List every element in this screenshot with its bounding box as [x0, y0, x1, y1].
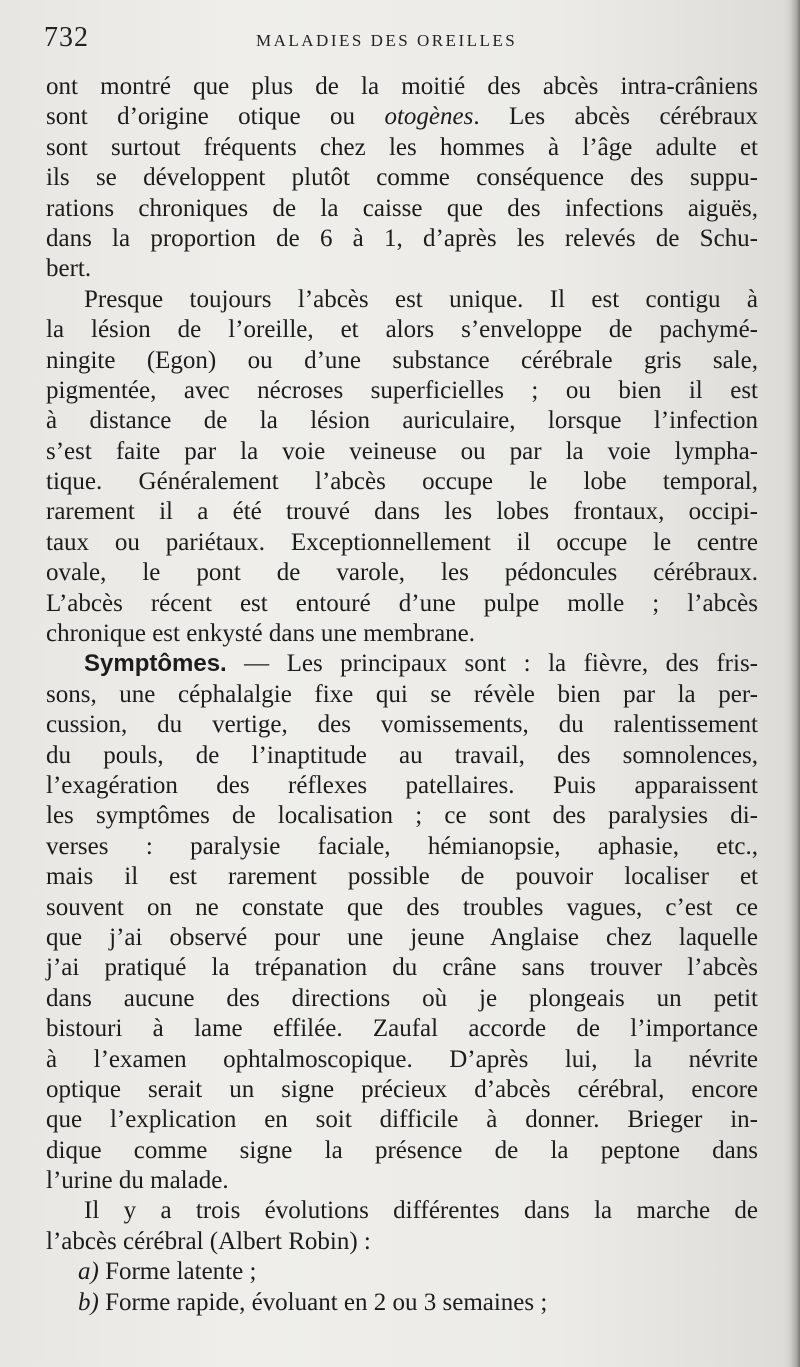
page-header: [44, 22, 750, 62]
page-edge-shadow: [790, 0, 800, 1367]
list-item: b) Forme rapide, évoluant en 2 ou 3 semaines ;: [78, 1288, 548, 1316]
text-line: ovale, le pont de varole, les pédoncules cérébraux.: [46, 559, 758, 587]
text-line: à distance de la lésion auriculaire, lorsque l’infection: [46, 407, 758, 435]
text-line: optique serait un signe précieux d’abcès cérébral, encore: [46, 1075, 758, 1103]
text-line: tique. Généralement l’abcès occupe le lobe temporal,: [46, 468, 758, 496]
section-heading: Symptômes.: [84, 650, 227, 678]
list-marker: b): [78, 1288, 99, 1316]
text-line: L’abcès récent est entouré d’une pulpe molle ; l’abcès: [46, 589, 758, 617]
text-line: bert.: [46, 255, 92, 283]
text-line: que j’ai observé pour une jeune Anglaise chez laquelle: [46, 923, 758, 951]
text-line: dans la proportion de 6 à 1, d’après les relevés de Schu-: [46, 224, 758, 252]
text-line: mais il est rarement possible de pouvoir localiser et: [46, 863, 758, 891]
text-line: cussion, du vertige, des vomissements, du ralentissement: [46, 711, 758, 739]
text-line: ils se développent plutôt comme conséquence des suppu-: [46, 164, 758, 192]
text-line: la lésion de l’oreille, et alors s’enveloppe de pachymé-: [46, 316, 758, 344]
text-line: sont surtout fréquents chez les hommes à l’âge adulte et: [46, 133, 758, 161]
list-marker: a): [78, 1258, 99, 1286]
text-line: ningite (Egon) ou d’une substance cérébrale gris sale,: [46, 346, 758, 374]
text-line: ont montré que plus de la moitié des abcès intra-crâniens: [46, 73, 758, 100]
text-line: dans aucune des directions où je plongeais un petit: [46, 984, 758, 1012]
text-line: les symptômes de localisation ; ce sont des paralysies di-: [46, 802, 758, 830]
text-line: souvent on ne constate que des troubles vagues, c’est ce: [46, 893, 758, 921]
text-line: du pouls, de l’inaptitude au travail, des somnolences,: [46, 741, 758, 769]
text-line: dique comme signe la présence de la peptone dans: [46, 1136, 758, 1164]
paragraph-start: Symptômes. — Les principaux sont : la fièvre, des fris-: [84, 650, 758, 678]
text-line: s’est faite par la voie veineuse ou par la voie lympha-: [46, 437, 758, 465]
running-title: MALADIES DES OREILLES: [256, 31, 518, 50]
text-line: rations chroniques de la caisse que des infections aiguës,: [46, 194, 758, 222]
text-line: rarement il a été trouvé dans les lobes frontaux, occipi-: [46, 498, 758, 526]
text-line: pigmentée, avec nécroses superficielles ; ou bien il est: [46, 376, 758, 404]
text-line: j’ai pratiqué la trépanation du crâne sans trouver l’abcès: [46, 954, 758, 982]
list-item: a) Forme latente ;: [78, 1258, 257, 1286]
text-line: l’urine du malade.: [46, 1167, 229, 1195]
text-line: que l’explication en soit difficile à donner. Brieger in-: [46, 1106, 758, 1134]
italic-term: otogènes: [384, 103, 474, 131]
text-line: sont d’origine otique ou otogènes. Les abcès cérébraux: [46, 103, 758, 131]
text-line: à l’examen ophtalmoscopique. D’après lui, la névrite: [46, 1045, 758, 1073]
text-line: sons, une céphalalgie fixe qui se révèle bien par la per-: [46, 680, 758, 708]
paragraph-start: Presque toujours l’abcès est unique. Il est contigu à: [84, 285, 758, 313]
text-line: taux ou pariétaux. Exceptionnellement il occupe le centre: [46, 528, 758, 556]
text-body: [46, 72, 758, 1318]
text-line: l’abcès cérébral (Albert Robin) :: [46, 1227, 371, 1255]
text-line: chronique est enkysté dans une membrane.: [46, 620, 476, 648]
text-line: bistouri à lame effilée. Zaufal accorde de l’importance: [46, 1015, 758, 1043]
text-line: verses : paralysie faciale, hémianopsie, aphasie, etc.,: [46, 832, 758, 860]
text-line: l’exagération des réflexes patellaires. Puis apparaissent: [46, 771, 758, 799]
page-number: 732: [44, 22, 89, 53]
paragraph-start: Il y a trois évolutions différentes dans la marche de: [84, 1197, 758, 1225]
